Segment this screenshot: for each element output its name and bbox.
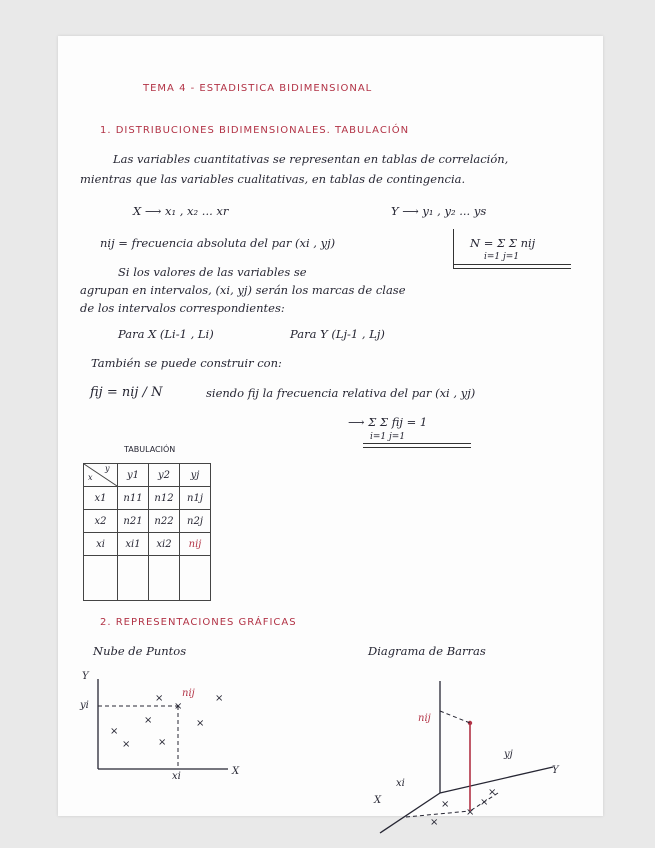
- frequency-table: [83, 463, 211, 601]
- para-line-1: Las variables cuantitativas se representan en tablas de correlación,: [113, 152, 509, 166]
- scatter-point: ×: [155, 693, 164, 704]
- bar-guide-height: [440, 711, 470, 723]
- scatter-point: ×: [215, 693, 224, 704]
- bar-base-point: ×: [480, 797, 489, 808]
- column-header: y1: [118, 464, 149, 487]
- scatter-yi-label: yi: [80, 700, 89, 711]
- interval-y: Para Y (Lj-1 , Lj): [290, 327, 385, 341]
- table-cell: n12: [149, 487, 180, 510]
- row-header: x1: [84, 487, 118, 510]
- scatter-point: ×: [122, 739, 131, 750]
- para-line-2: mientras que las variables cualitativas, en tablas de contingencia.: [80, 172, 466, 186]
- bar-base-point: ×: [430, 817, 439, 828]
- corner-cell: [84, 464, 118, 487]
- note-line-1: Si los valores de las variables se: [118, 265, 307, 279]
- nube-title: Nube de Puntos: [93, 644, 187, 658]
- bar-y-label: Y: [552, 765, 559, 776]
- table-cell: xi2: [149, 533, 180, 556]
- scatter-point: ×: [174, 701, 183, 712]
- scatter-point: ×: [196, 718, 205, 729]
- underline-1: [453, 264, 571, 265]
- n-total: N = Σ Σ nij: [470, 236, 536, 250]
- table-cell: xi1: [118, 533, 149, 556]
- fij-formula: fij = nij / N: [90, 385, 163, 400]
- table-row-empty: [84, 556, 211, 601]
- scatter-nij-label: nij: [182, 688, 195, 699]
- row-header: x2: [84, 510, 118, 533]
- note-line-2: agrupan en intervalos, (xi, yj) serán los marcas de clase: [80, 283, 406, 297]
- bar-nij-label: nij: [418, 713, 431, 724]
- table-row: [84, 510, 211, 533]
- section-1-heading: 1. DISTRIBUCIONES BIDIMENSIONALES. TABULACIÓN: [100, 125, 410, 136]
- column-header: yj: [180, 464, 211, 487]
- bar-base-point: ×: [441, 799, 450, 810]
- page-title: TEMA 4 - ESTADISTICA BIDIMENSIONAL: [143, 83, 373, 94]
- scatter-y-label: Y: [82, 671, 89, 682]
- barras-title: Diagrama de Barras: [368, 644, 486, 658]
- bar-y-axis: [440, 767, 553, 793]
- table-header-row: [84, 464, 211, 487]
- underline-2: [453, 268, 571, 269]
- bar-base-point: ×: [466, 807, 475, 818]
- handwritten-page: [58, 36, 603, 828]
- scatter-point: ×: [144, 715, 153, 726]
- note-line-3: de los intervalos correspondientes:: [80, 301, 285, 315]
- nij-definition: nij = frecuencia absoluta del par (xi , yj): [100, 236, 336, 250]
- underline-4: [363, 447, 471, 448]
- y-values: Y ⟶ y₁ , y₂ ... ys: [391, 204, 487, 218]
- table-cell: n11: [118, 487, 149, 510]
- table-cell: n1j: [180, 487, 211, 510]
- scatter-point: ×: [158, 737, 167, 748]
- bar-diagram-3d: [358, 671, 568, 828]
- tabulacion-label: TABULACIÓN: [124, 445, 176, 454]
- column-header: y2: [149, 464, 180, 487]
- table-row: [84, 533, 211, 556]
- bar-yj-label: yj: [504, 749, 513, 760]
- corner-y-label: y: [105, 464, 110, 473]
- row-header: xi: [84, 533, 118, 556]
- scatter-xi-label: xi: [172, 771, 181, 782]
- tambien-text: También se puede construir con:: [91, 356, 282, 370]
- fij-sum-limits: i=1 j=1: [370, 432, 406, 442]
- table-cell: n2j: [180, 510, 211, 533]
- scatter-x-label: X: [232, 766, 240, 777]
- scatter-point: ×: [110, 726, 119, 737]
- fij-text: siendo fij la frecuencia relativa del par (xi , yj): [206, 386, 476, 400]
- corner-x-label: x: [88, 473, 93, 482]
- table-row: [84, 487, 211, 510]
- section-2-heading: 2. REPRESENTACIONES GRÁFICAS: [100, 617, 297, 628]
- bar-x-label: X: [374, 795, 382, 806]
- table-cell: n22: [149, 510, 180, 533]
- bar-xi-label: xi: [396, 778, 405, 789]
- x-values: X ⟶ x₁ , x₂ ... xr: [133, 204, 229, 218]
- table-cell: n21: [118, 510, 149, 533]
- n-total-limits: i=1 j=1: [484, 252, 520, 262]
- scatter-points: [110, 693, 223, 750]
- table-cell-highlight: nij: [180, 533, 211, 556]
- interval-x: Para X (Li-1 , Li): [118, 327, 214, 341]
- box-divider: [453, 229, 454, 269]
- underline-3: [363, 443, 471, 444]
- bar-base-point: ×: [488, 787, 497, 798]
- fij-sum: ⟶ Σ Σ fij = 1: [348, 415, 428, 429]
